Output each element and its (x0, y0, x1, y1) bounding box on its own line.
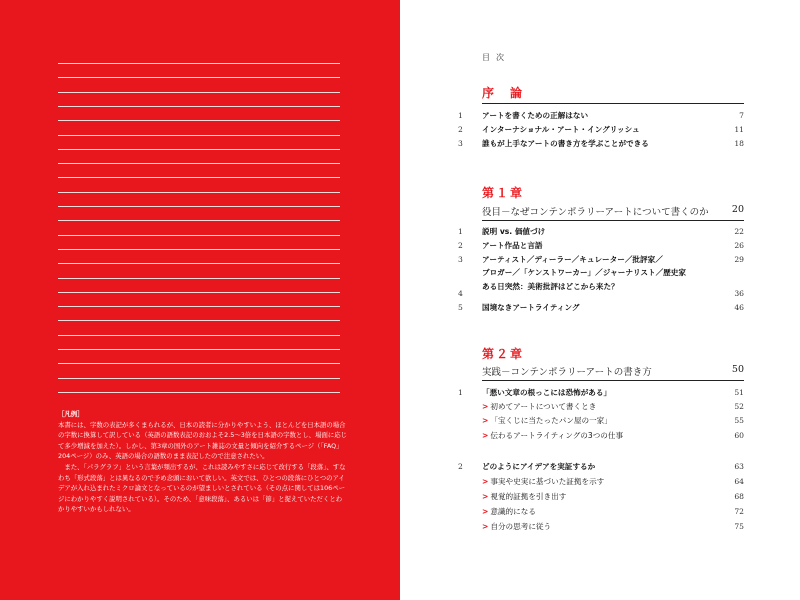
item-page: 72 (734, 507, 744, 516)
toc-subrow[interactable] (458, 521, 744, 533)
ruled-line (58, 206, 340, 207)
ruled-line (58, 363, 340, 364)
chapter2-divider (482, 380, 744, 381)
item-title: 初めてアートについて書くとき (490, 402, 597, 411)
ruled-line (58, 120, 340, 121)
item-title: 自分の思考に従う (490, 522, 552, 531)
ruled-line (58, 349, 340, 350)
item-page: 26 (734, 241, 744, 250)
chevron-right-icon: > (482, 477, 489, 486)
item-title: 視覚的証拠を引き出す (490, 492, 567, 501)
item-page: 60 (734, 431, 744, 440)
item-number: 2 (458, 241, 463, 250)
item-title: ある日突然：美術批評はどこから来た？ (482, 282, 619, 291)
item-number: 3 (458, 255, 463, 264)
toc-subrow[interactable] (458, 506, 744, 518)
chapter1-divider (482, 220, 744, 221)
toc-subrow[interactable] (458, 430, 744, 442)
item-page: 55 (734, 416, 744, 425)
ruled-line (58, 320, 340, 321)
toc-row[interactable] (458, 267, 744, 279)
ruled-line (58, 249, 340, 250)
chevron-right-icon: > (482, 402, 489, 411)
toc-row[interactable] (458, 288, 744, 300)
chevron-right-icon: > (482, 431, 489, 440)
item-number: 5 (458, 303, 463, 312)
item-page: 63 (734, 462, 744, 471)
chevron-right-icon: > (482, 522, 489, 531)
chapter1-page: 20 (731, 204, 744, 215)
item-title: 誰もが上手なアートの書き方を学ぶことができる (482, 139, 649, 148)
item-title: ブロガー／「ケンストワーカー」／ジャーナリスト／歴史家 (482, 268, 686, 277)
toc-subrow[interactable] (458, 401, 744, 413)
chevron-right-icon: > (482, 492, 489, 501)
item-page: 22 (734, 227, 744, 236)
intro-divider (482, 103, 744, 104)
item-title: アーティスト／ディーラー／キュレーター／批評家／ (482, 255, 663, 264)
right-page-toc (400, 0, 800, 600)
chapter1-subtitle[interactable] (482, 204, 744, 218)
ruled-line (58, 106, 340, 107)
item-title: アート作品と言語 (482, 241, 543, 250)
chapter1-heading: 第１章 (482, 186, 525, 200)
legend-title: ［凡例］ (58, 410, 84, 418)
ruled-line (58, 163, 340, 164)
toc-subrow[interactable] (458, 491, 744, 503)
item-number: 4 (458, 289, 463, 298)
ruled-line (58, 378, 340, 379)
ruled-line (58, 335, 340, 336)
item-page: 36 (734, 289, 744, 298)
ruled-line (58, 135, 340, 136)
toc-row[interactable] (458, 110, 744, 122)
legend-note (58, 409, 348, 515)
toc-heading: 目次 (482, 53, 510, 62)
intro-heading: 序 論 (482, 86, 525, 100)
ruled-line (58, 292, 340, 293)
item-page: 18 (734, 139, 744, 148)
item-page: 29 (734, 255, 744, 264)
item-page: 46 (734, 303, 744, 312)
item-title: 伝わるアートライティングの3つの仕事 (490, 431, 624, 440)
ruled-line (58, 263, 340, 264)
item-title: どのようにアイデアを実証するか (482, 462, 596, 471)
item-page: 64 (734, 477, 744, 486)
chapter2-heading: 第２章 (482, 347, 525, 361)
item-page: 11 (734, 125, 744, 134)
ruled-line (58, 278, 340, 279)
legend-paragraph: また、「パラグラフ」という言葉が頻出するが、これは読みやすさに応じて改行する「段落」、すなわち「形式段落」とは異なるので予め念頭において欲しい。英文では、ひとつの段落にひとつのアイデアが入れ込まれたミクロ論文となっているのが望ましいとされている（その点に関しては106ページにわかりやすく説明されている）。そのため、「意味段落」、あるいは「節」と捉えていただくとわかりやすいかもしれない。 (58, 462, 346, 514)
toc-row[interactable] (458, 124, 744, 136)
item-title: 「悪い文章の根っこには恐怖がある」 (482, 388, 612, 397)
item-title: 事実や史実に基づいた証拠を示す (490, 477, 605, 486)
item-title: インターナショナル・アート・イングリッシュ (482, 125, 640, 134)
ruled-line (58, 63, 340, 64)
item-number: 1 (458, 227, 463, 236)
item-page: 68 (734, 492, 744, 501)
chapter2-subtitle[interactable] (482, 364, 744, 378)
toc-row[interactable] (458, 240, 744, 252)
ruled-line (58, 192, 340, 193)
chapter2-page: 50 (731, 364, 744, 375)
chapter1-subtitle-text: 役目－なぜコンテンポラリーアートについて書くのか (482, 207, 709, 218)
item-number: 1 (458, 111, 463, 120)
ruled-line (58, 220, 340, 221)
ruled-line (58, 149, 340, 150)
ruled-line (58, 306, 340, 307)
item-page: 75 (734, 522, 744, 531)
legend-paragraph: 本書には、字数の表記が多くまられるが、日本の読者に分かりやすいよう、ほとんどを日本語の場合の字数に換算して訳している（英語の語数表記のおおよそ2.5〜3倍を日本語の字数とし、場面に応じて多少増減を加えた）。しかし、第3章の国外のアート雑誌の文量と傾向を紹介するページ（「FAQ」204ページ）のみ、英語の場合の語数のまま表記したので注意されたい。 (58, 420, 348, 461)
toc-subrow[interactable] (458, 415, 744, 427)
toc-row[interactable] (458, 138, 744, 150)
item-title: アートを書くための正解はない (482, 111, 589, 120)
chevron-right-icon: > (482, 416, 489, 425)
ruled-line (58, 392, 340, 393)
toc-subrow[interactable] (458, 476, 744, 488)
item-title: 国境なきアートライティング (482, 303, 580, 312)
ruled-line (58, 235, 340, 236)
item-number: 1 (458, 388, 463, 397)
toc-row[interactable] (458, 254, 744, 266)
item-title: 説明 vs. 価値づけ (482, 227, 546, 236)
toc-row[interactable] (458, 461, 744, 473)
item-page: 51 (734, 388, 744, 397)
item-page: 7 (739, 111, 744, 120)
toc-row[interactable] (458, 226, 744, 238)
ruled-line (58, 177, 340, 178)
item-page: 52 (734, 402, 744, 411)
item-number: 2 (458, 125, 463, 134)
toc-row[interactable] (458, 387, 744, 399)
toc-row[interactable] (458, 302, 744, 314)
chapter2-subtitle-text: 実践－コンテンポラリーアートの書き方 (482, 367, 652, 378)
ruled-line (58, 77, 340, 78)
item-number: 2 (458, 462, 463, 471)
item-title: 意識的になる (490, 507, 536, 516)
ruled-line (58, 92, 340, 93)
item-title: 「宝くじに当たったパン屋の一家」 (490, 416, 612, 425)
item-number: 3 (458, 139, 463, 148)
chevron-right-icon: > (482, 507, 489, 516)
